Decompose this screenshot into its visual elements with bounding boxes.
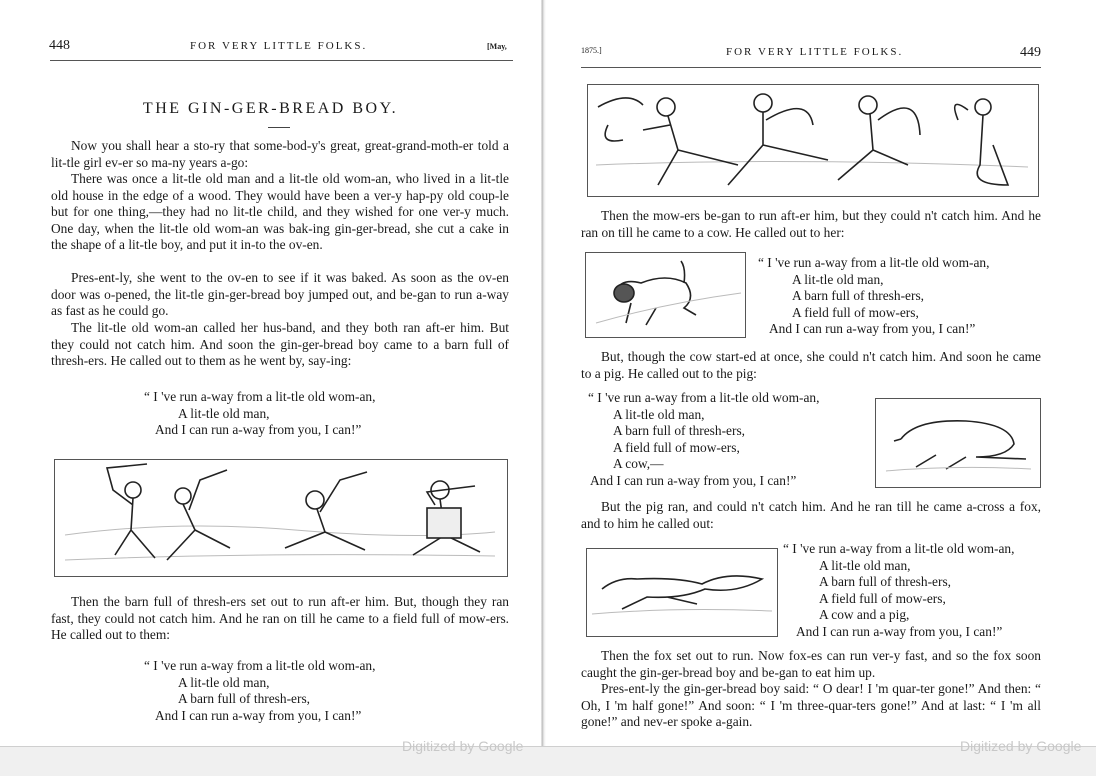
cow-drawing [586, 253, 745, 337]
running-head: FOR VERY LITTLE FOLKS. [190, 40, 368, 52]
verse-line: “ I 've run a-way from a lit-tle old wom-an, [758, 255, 990, 270]
paragraph: Then the fox set out to run. Now fox-es can run ver-y fast, and so the fox soon caught the gin-ger-bread boy and be-gan to eat him up. [581, 648, 1041, 680]
pig-illustration [875, 398, 1041, 488]
verse-line: A barn full of thresh-ers, [178, 691, 311, 707]
mowers-illustration [587, 84, 1039, 197]
verse-line: “ I 've run a-way from a lit-tle old wom-an, [144, 658, 376, 673]
verse-line: A barn full of thresh-ers, [792, 288, 925, 304]
verse-line: A lit-tle old man, [819, 557, 911, 573]
pig-drawing [876, 399, 1040, 487]
verse-line: A barn full of thresh-ers, [819, 574, 952, 590]
story-title: THE GIN-GER-BREAD BOY. [142, 100, 399, 117]
page-number: 448 [49, 38, 70, 53]
verse-line: A field full of mow-ers, [819, 590, 946, 606]
verse [758, 255, 989, 338]
threshers-running-drawing [55, 460, 507, 576]
verse [588, 390, 819, 490]
header-rule [50, 60, 513, 61]
verse-line: A cow,— [613, 456, 664, 472]
verse-line: And I can run a-way from you, I can!” [155, 707, 362, 723]
verse-line: A lit-tle old man, [178, 674, 270, 690]
verse-line: A field full of mow-ers, [613, 439, 740, 455]
verse-line: A lit-tle old man, [792, 271, 884, 287]
left-page [0, 0, 541, 746]
verse-line: And I can run a-way from you, I can!” [796, 623, 1003, 639]
google-watermark: Digitized by Google [960, 738, 1082, 754]
running-head: FOR VERY LITTLE FOLKS. [726, 46, 904, 58]
google-watermark: Digitized by Google [402, 738, 524, 754]
verse-line: “ I 've run a-way from a lit-tle old wom-an, [144, 389, 376, 404]
page-number: 449 [1020, 45, 1041, 60]
verse-line: A barn full of thresh-ers, [613, 423, 746, 439]
paragraph: But, though the cow start-ed at once, she could n't catch him. And soon he came to a pig. He called out to the pig: [581, 349, 1041, 381]
running-head-month: [May, [487, 42, 507, 51]
paragraph: There was once a lit-tle old man and a lit-tle old wom-an, who lived in a lit-tle old house in the edge of a wood. They would have been a ver-y hap-py old coup-le but for one thing,—they had no lit-tle child, and they wished for one ver-y much. One day, when the lit-tle old wom-an was bak-ing gin-ger-bread, she cut a cake in the shape of a lit-tle boy, and put it in-to the ov-en. [51, 171, 509, 253]
paragraph: Pres-ent-ly the gin-ger-bread boy said: “ O dear! I 'm quar-ter gone!” And then: “ Oh, I 'm half gone!” And soon: “ I 'm three-quar-ters gone!” And at last: “ I 'm all gone!” and nev-er spoke a-gain. [581, 681, 1041, 730]
verse-line: “ I 've run a-way from a lit-tle old wom-an, [588, 390, 820, 405]
paragraph: Pres-ent-ly, she went to the ov-en to see if it was baked. As soon as the ov-en door was o-pened, the lit-tle gin-ger-bread boy jumped out, and be-gan to run a-way as fast as he could go. [51, 270, 509, 319]
verse-line: And I can run a-way from you, I can!” [769, 321, 976, 337]
paragraph: Then the mow-ers be-gan to run aft-er him, but they could n't catch him. And he ran on till he came to a cow. He called out to her: [581, 208, 1041, 240]
fox-drawing [587, 549, 777, 636]
threshers-illustration [54, 459, 508, 577]
fox-illustration [586, 548, 778, 637]
verse-line: A lit-tle old man, [613, 406, 705, 422]
verse-line: A lit-tle old man, [178, 405, 270, 421]
cow-illustration [585, 252, 746, 338]
verse-line: And I can run a-way from you, I can!” [155, 422, 362, 438]
verse [144, 658, 375, 724]
verse-line: And I can run a-way from you, I can!” [590, 472, 797, 488]
running-head-year: 1875.] [581, 46, 602, 55]
verse-line: A field full of mow-ers, [792, 304, 919, 320]
viewer-bottom-bar [0, 746, 1096, 776]
paragraph: The lit-tle old wom-an called her hus-band, and they both ran aft-er him. But they could not catch him. And soon the gin-ger-bread boy came to a barn full of thresh-ers. He called out to them as he went by, say-ing: [51, 320, 509, 369]
verse-line: “ I 've run a-way from a lit-tle old wom-an, [783, 541, 1015, 556]
paragraph: But the pig ran, and could n't catch him. And he ran till he came a-cross a fox, and to him he called out: [581, 499, 1041, 531]
verse-line: A cow and a pig, [819, 607, 910, 623]
verse [783, 541, 1014, 641]
mowers-running-drawing [588, 85, 1038, 196]
paragraph: Then the barn full of thresh-ers set out to run aft-er him. But, though they ran fast, they could not catch him. And he ran on till he came to a field full of mow-ers. He called out to them: [51, 594, 509, 643]
paragraph: Now you shall hear a sto-ry that some-bod-y's great, great-grand-moth-er told a lit-tle girl ev-er so ma-ny years a-go: [51, 138, 509, 170]
right-page [546, 0, 1096, 746]
header-rule [581, 67, 1041, 68]
title-divider [268, 127, 290, 128]
verse [144, 389, 375, 439]
